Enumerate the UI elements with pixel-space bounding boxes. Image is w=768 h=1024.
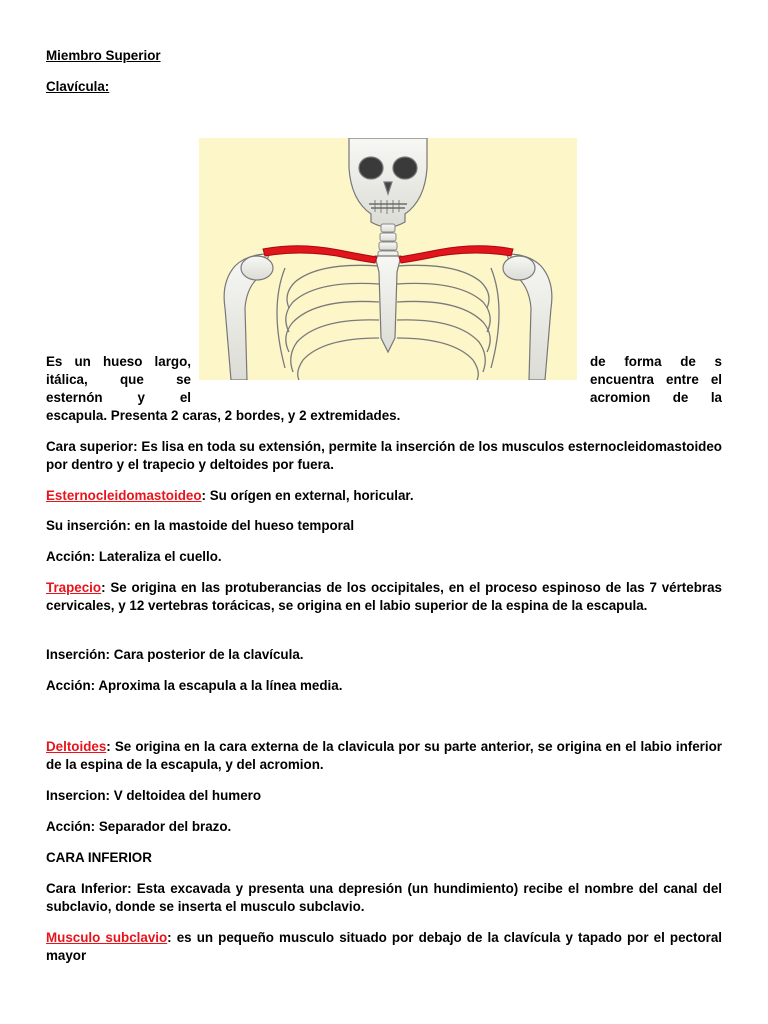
page-title: Miembro Superior [46,48,161,63]
cara-inferior-heading: CARA INFERIOR [46,850,152,865]
section-title-clavicula: Clavícula: [46,79,110,94]
deltoides-accion: Acción: Separador del brazo. [46,819,232,834]
subclavio-text: : es un pequeño musculo situado por debajo de la clavícula y tapado por el pectoral mayor [46,930,722,963]
intro-left-line: itálica, que se [46,372,191,387]
intro-right-line: acromion de la [590,390,722,405]
esterno-accion: Acción: Lateraliza el cuello. [46,549,222,564]
skeleton-clavicle-figure [199,138,577,380]
esterno-insercion: Su inserción: en la mastoide del hueso temporal [46,518,355,533]
intro-left-column [46,353,191,407]
subclavio-paragraph [46,929,722,965]
deltoides-term: Deltoides [46,739,107,754]
esterno-paragraph [46,487,722,505]
trapecio-insercion: Inserción: Cara posterior de la clavícula. [46,647,304,662]
intro-last-line: escapula. Presenta 2 caras, 2 bordes, y 2 extremidades. [46,408,401,423]
trapecio-paragraph [46,579,722,615]
cara-inferior-paragraph: Cara Inferior: Esta excavada y presenta una depresión (un hundimiento) recibe el nombre del canal del subclavio, donde se inserta el musculo subclavio. [46,881,722,914]
intro-left-line: esternón y el [46,390,191,405]
cervical-spine [378,224,398,259]
trapecio-accion: Acción: Aproxima la escapula a la línea media. [46,678,343,693]
intro-left-line: Es un hueso largo, [46,354,191,369]
esterno-text: : Su orígen en external, horicular. [201,488,414,503]
intro-right-column [590,353,722,407]
intro-right-line: de forma de s [590,354,722,369]
deltoides-text: : Se origina en la cara externa de la clavicula por su parte anterior, se origina en el labio inferior de la espina de la escapula, y del acromion. [46,739,722,772]
intro-right-line: encuentra entre el [590,372,722,387]
deltoides-paragraph [46,738,722,774]
deltoides-insercion: Insercion: V deltoidea del humero [46,788,262,803]
subclavio-term: Musculo subclavio [46,930,168,945]
skeleton-illustration [199,138,577,380]
esterno-term: Esternocleidomastoideo [46,488,202,503]
skull [349,138,427,227]
trapecio-term: Trapecio [46,580,102,595]
cara-superior-paragraph: Cara superior: Es lisa en toda su extensión, permite la inserción de los musculos esternocleidomastoideo por dentro y el trapecio y deltoides por fuera. [46,439,722,472]
trapecio-text: : Se origina en las protuberancias de los occipitales, en el proceso espinoso de las 7 vértebras cervicales, y 12 vertebras torácicas, se origina en el labio superior de la espina de la escapula. [46,580,722,613]
